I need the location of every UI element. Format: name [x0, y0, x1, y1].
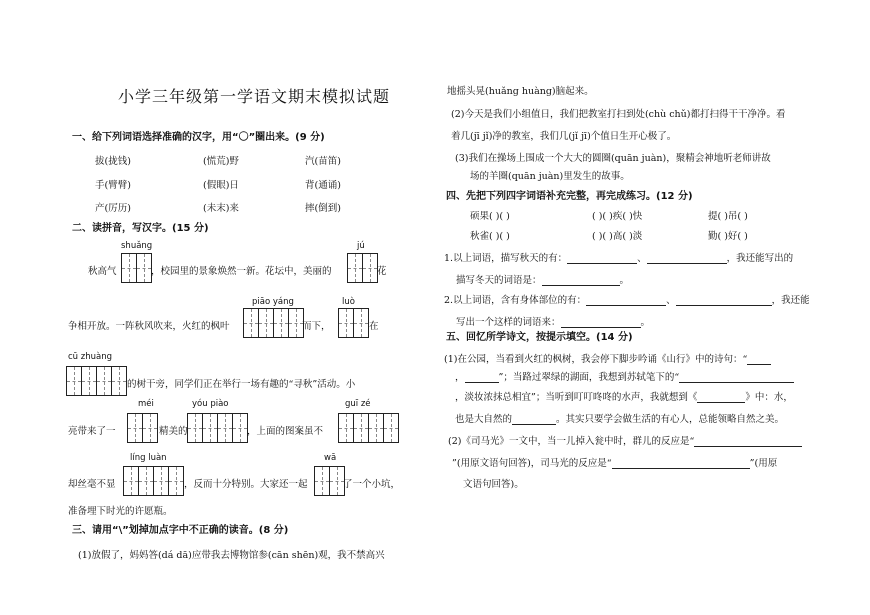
section-5-heading: 五、回忆所学诗文，按提示填空。(14 分)	[446, 332, 633, 343]
pinyin: wā	[324, 453, 337, 463]
s4-word: 秋雀( )( )	[470, 231, 510, 242]
s2-text: 争相开放。一阵秋风吹来，火红的枫叶	[68, 321, 230, 332]
char-box[interactable]	[338, 413, 399, 443]
s1-item: (假眼)日	[203, 180, 239, 191]
pinyin: cū zhuàng	[68, 352, 112, 362]
s2-text: 却丝毫不显	[68, 479, 116, 490]
answer-blank[interactable]	[512, 415, 556, 425]
s3-line: 场的羊圈(quān juàn)里发生的故事。	[470, 171, 630, 182]
pinyin: luò	[342, 297, 355, 307]
char-box[interactable]	[123, 466, 184, 496]
s5-line: 文语句回答)。	[463, 479, 524, 490]
s1-item: 背(通诵)	[305, 180, 341, 191]
section-2-heading: 二、读拼音，写汉字。(15 分)	[72, 223, 209, 234]
s3-line: (1)放假了，妈妈答(dá dā)应带我去博物馆参(cān shēn)观，我不禁高兴	[78, 550, 385, 561]
s4-word: 勤( )好( )	[708, 231, 748, 242]
s2-text: 在	[369, 321, 379, 332]
pinyin: shuǎng	[121, 241, 153, 251]
s2-text: 而下，	[302, 321, 331, 332]
s5-line: ， ”；当路过翠绿的湖面，我想到苏轼笔下的“	[455, 369, 794, 383]
pinyin: líng luàn	[130, 453, 167, 463]
s2-text: 的树干旁，同学们正在举行一场有趣的“寻秋”活动。小	[127, 379, 356, 390]
s3-line: 地摇头晃(huǎng huàng)脑起来。	[447, 86, 594, 97]
s2-text: 秋高气	[88, 266, 117, 277]
char-box[interactable]	[338, 308, 369, 338]
s4-word: ( )( )疾( )快	[592, 211, 643, 222]
s3-line: 着几(jī jǐ)净的教室，我们几(jǐ jī)个值日生开心极了。	[451, 131, 677, 142]
s3-line: (2)今天是我们小组值日，我们把教室打扫到处(chù chǔ)都打扫得干干净净。看	[451, 109, 786, 120]
char-box[interactable]	[187, 413, 248, 443]
pinyin: yóu piào	[192, 399, 229, 409]
s1-item: (未末)来	[203, 203, 239, 214]
answer-blank[interactable]	[676, 296, 772, 306]
answer-blank[interactable]	[694, 437, 802, 447]
s1-item: 拔(拢钱)	[95, 156, 131, 167]
char-box[interactable]	[121, 253, 152, 283]
s2-text: ，反而十分特别。大家还一起	[184, 479, 308, 490]
char-box[interactable]	[243, 308, 304, 338]
char-box[interactable]	[314, 466, 345, 496]
s4-q1-line2: 描写冬天的词语是： 。	[456, 275, 630, 286]
section-3-heading: 三、请用“\”划掉加点字中不正确的读音。(8 分)	[72, 525, 289, 536]
s4-q2: 2.以上词语，含有身体部位的有： 、 ，我还能	[444, 295, 810, 306]
s4-word: 提( )吊( )	[708, 211, 748, 222]
s2-text: 亮带来了一	[68, 426, 116, 437]
answer-blank[interactable]	[697, 393, 745, 403]
answer-blank[interactable]	[679, 373, 794, 383]
s1-item: (慌荒)野	[203, 156, 239, 167]
s2-text: ，上面的图案虽不	[247, 426, 324, 437]
page-title: 小学三年级第一学语文期末模拟试题	[118, 87, 391, 106]
char-box[interactable]	[66, 366, 127, 396]
pinyin: piāo yáng	[252, 297, 294, 307]
s1-item: 汽(苗笛)	[305, 156, 341, 167]
section-4-heading: 四、先把下列四字词语补充完整，再完成练习。(12 分)	[446, 191, 693, 202]
s5-line: ，淡妆浓抹总相宜”；当听到叮叮咚咚的水声，我就想到《 》中：水，	[455, 392, 793, 403]
s1-item: 产(厉历)	[95, 203, 131, 214]
answer-blank[interactable]	[465, 373, 499, 383]
answer-blank[interactable]	[612, 459, 750, 469]
pinyin: méi	[138, 399, 154, 409]
s5-line: (2)《司马光》一文中，当一儿掉入瓮中时，群儿的反应是“	[448, 433, 802, 447]
answer-blank[interactable]	[567, 254, 637, 264]
s4-q1: 1.以上词语，描写秋天的有： 、 ，我还能写出的	[444, 253, 794, 264]
s2-text: ，校园里的景象焕然一新。花坛中，美丽的	[151, 266, 332, 277]
answer-blank[interactable]	[586, 296, 666, 306]
s2-text: 花	[377, 266, 387, 277]
char-box[interactable]	[127, 413, 158, 443]
answer-blank[interactable]	[561, 318, 641, 328]
s4-word: 硕果( )( )	[470, 211, 510, 222]
pinyin: guī zé	[345, 399, 371, 409]
s2-text: 了一个小坑，	[343, 479, 401, 490]
s5-line: ”(用原文语句回答)，司马光的反应是“ ”(用原	[452, 458, 778, 469]
s4-q2-line2: 写出一个这样的词语来： 。	[456, 317, 651, 328]
answer-blank[interactable]	[647, 254, 727, 264]
s5-line: 也是大自然的 。其实只要学会做生活的有心人，总能领略自然之美。	[455, 414, 785, 425]
s2-text: 精美的	[159, 426, 188, 437]
s3-line: (3)我们在操场上围成一个大大的圆圈(quān juàn)，聚精会神地听老师讲故	[455, 153, 771, 164]
s1-item: 手(臂臂)	[95, 180, 131, 191]
pinyin: jú	[357, 241, 365, 251]
char-box[interactable]	[347, 253, 378, 283]
answer-blank[interactable]	[747, 355, 771, 365]
s2-text: 准备埋下时光的许愿瓶。	[68, 506, 173, 517]
s1-item: 摔(倒到)	[305, 203, 341, 214]
answer-blank[interactable]	[542, 276, 620, 286]
s5-line: (1)在公园，当看到火红的枫树，我会停下脚步吟诵《山行》中的诗句：“	[444, 351, 771, 365]
s4-word: ( )( )高( )淡	[592, 231, 643, 242]
section-1-heading: 一、给下列词语选择准确的汉字，用“〇”圈出来。(9 分)	[72, 132, 325, 143]
